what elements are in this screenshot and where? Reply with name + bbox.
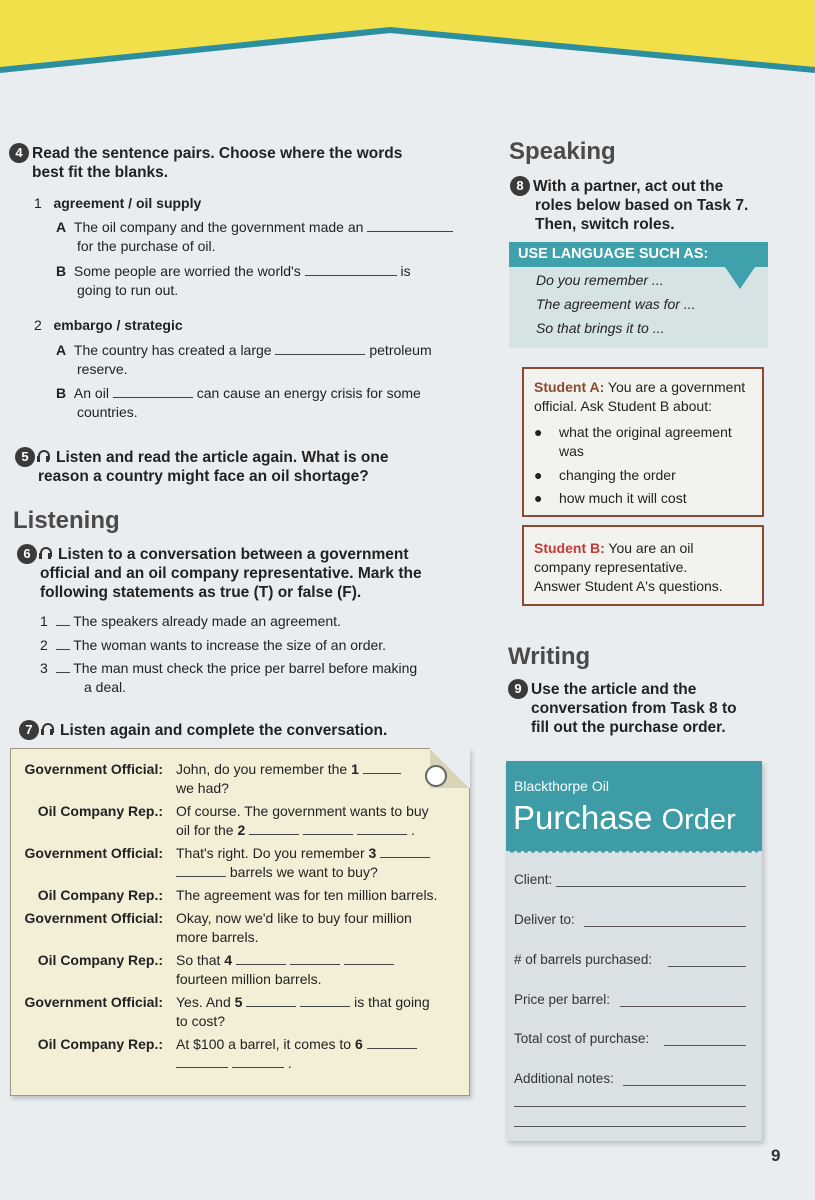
language-phrase: Do you remember ...: [536, 272, 664, 288]
task9-number: 9: [508, 679, 528, 699]
language-header: USE LANGUAGE SUCH AS:: [509, 242, 768, 267]
student-a-label: Student A:: [534, 379, 605, 395]
headphones-icon: [40, 547, 52, 560]
task4-item-2: 2 embargo / strategic: [34, 317, 183, 333]
task8-number: 8: [510, 176, 530, 196]
tf-blank[interactable]: [56, 613, 70, 626]
client-label: Client:: [514, 872, 553, 887]
task4-item-2a: A The country has created a large petroleum reserve.: [56, 342, 432, 377]
top-banner: [0, 0, 815, 80]
total-cost-label: Total cost of purchase:: [514, 1031, 650, 1046]
total-cost-input[interactable]: [664, 1044, 746, 1046]
task6-number: 6: [17, 544, 37, 564]
blank[interactable]: [303, 822, 353, 835]
task4-item-1b: B Some people are worried the world's is going to run out.: [56, 263, 411, 298]
task8-instruction: 8 With a partner, act out the roles below based on Task 7. Then, switch roles.: [510, 176, 780, 234]
blank[interactable]: [246, 994, 296, 1007]
client-input[interactable]: [556, 885, 746, 887]
task6-statement-3: 3 The man must check the price per barrel before making a deal.: [40, 660, 418, 695]
task5-number: 5: [15, 447, 35, 467]
task4-item-1a: A The oil company and the government made an for the purchase of oil.: [56, 218, 476, 256]
blank[interactable]: [290, 952, 340, 965]
blank[interactable]: [344, 952, 394, 965]
blank[interactable]: [113, 385, 193, 398]
conversation-card: Government Official: John, do you remember the 1 we had? Oil Company Rep.: Of course. The government wants to buy oil for the 2 . Government Official: That's right. Do you remember 3 barrels we want to buy? Oil Company Rep.: The agreement was for ten million barrels. Government Official: Okay, now we'd like to buy four million more barrels. Oil Company Rep.: So that 4 fourteen million barrels. Government Official: Yes. And 5 is that going to cost? Oil Company Rep.: At $100 a barrel, it comes to 6 .: [10, 748, 470, 1096]
task6-instruction: 6 Listen to a conversation between a government official and an oil company representative. Mark the following statements as true (T) or false (F).: [17, 544, 487, 602]
purchase-order-header: [506, 761, 762, 851]
student-b-label: Student B:: [534, 540, 605, 556]
purchase-order-form: [506, 761, 762, 1141]
blank[interactable]: [275, 342, 365, 355]
callout-arrow: [725, 267, 755, 291]
blank[interactable]: [305, 263, 397, 276]
blank[interactable]: [380, 845, 430, 858]
tf-blank[interactable]: [56, 637, 70, 650]
student-a-card: Student A: You are a government official. Ask Student B about: ● what the original agreement was ● changing the order ● how much it will cost: [522, 367, 764, 517]
company-name: Blackthorpe Oil: [514, 778, 609, 794]
price-input[interactable]: [620, 1005, 746, 1007]
purchase-order-title: Purchase Order: [513, 799, 736, 836]
blank[interactable]: [236, 952, 286, 965]
barrels-label: # of barrels purchased:: [514, 952, 653, 967]
deliver-to-label: Deliver to:: [514, 912, 575, 927]
headphones-icon: [42, 723, 54, 736]
blank[interactable]: [232, 1055, 284, 1068]
notes-input[interactable]: [514, 1125, 746, 1127]
barrels-input[interactable]: [668, 965, 746, 967]
writing-heading: Writing: [508, 643, 591, 670]
task7-number: 7: [19, 720, 39, 740]
price-label: Price per barrel:: [514, 992, 611, 1007]
deliver-to-input[interactable]: [584, 925, 746, 927]
student-b-card: Student B: You are an oil company representative. Answer Student A's questions.: [522, 525, 764, 606]
listening-heading: Listening: [13, 507, 120, 534]
speaking-heading: Speaking: [509, 138, 616, 165]
notes-input[interactable]: [514, 1105, 746, 1107]
perforation: [506, 847, 762, 857]
blank[interactable]: [367, 1036, 417, 1049]
task4-item-2b: B An oil can cause an energy crisis for some countries.: [56, 385, 421, 420]
blank[interactable]: [249, 822, 299, 835]
tf-blank[interactable]: [56, 660, 70, 673]
page-number: 9: [771, 1146, 781, 1165]
blank[interactable]: [176, 1055, 228, 1068]
task6-statement-2: 2 The woman wants to increase the size of an order.: [40, 637, 387, 653]
task9-instruction: 9 Use the article and the conversation from Task 8 to fill out the purchase order.: [508, 679, 778, 737]
language-phrase: The agreement was for ...: [536, 296, 696, 312]
blank[interactable]: [357, 822, 407, 835]
task5-instruction: 5 Listen and read the article again. What is one reason a country might face an oil shortage?: [15, 447, 485, 486]
task6-statement-1: 1 The speakers already made an agreement.: [40, 613, 341, 629]
language-phrase: So that brings it to ...: [536, 320, 665, 336]
task4-instruction: 4 Read the sentence pairs. Choose where the words best fit the blanks.: [9, 143, 489, 182]
task4-item-1: 1 agreement / oil supply: [34, 195, 202, 211]
blank[interactable]: [300, 994, 350, 1007]
blank[interactable]: [363, 761, 401, 774]
blank[interactable]: [367, 219, 453, 232]
notes-label: Additional notes:: [514, 1071, 614, 1086]
notes-input[interactable]: [623, 1084, 746, 1086]
task7-instruction: 7 Listen again and complete the conversation.: [19, 720, 387, 740]
task4-number: 4: [9, 143, 29, 163]
language-box: [509, 242, 768, 348]
headphones-icon: [38, 450, 50, 463]
blank[interactable]: [176, 864, 226, 877]
